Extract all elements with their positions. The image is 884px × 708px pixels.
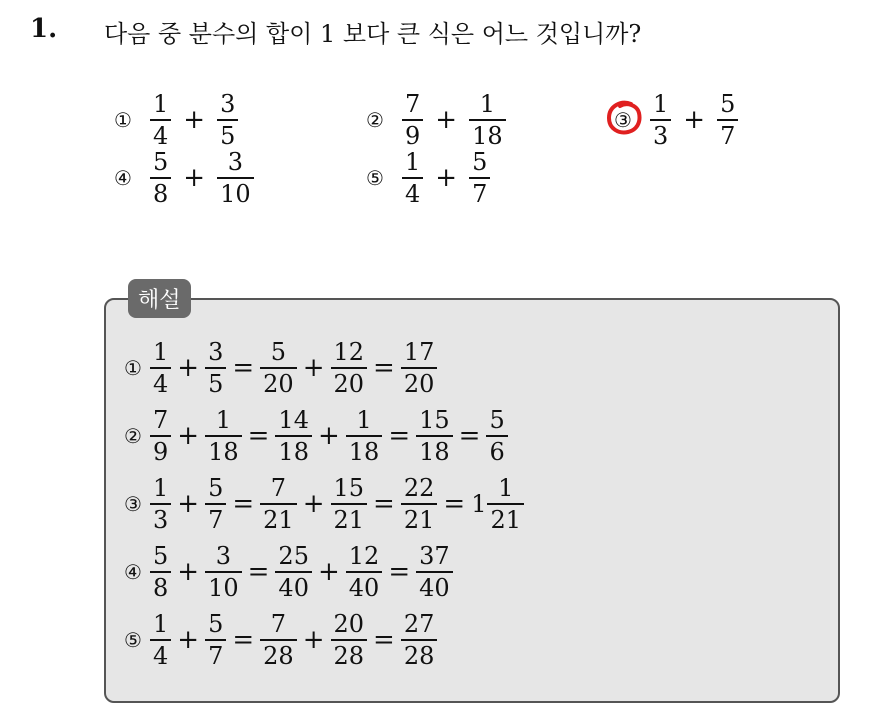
plus-sign: + bbox=[435, 163, 458, 193]
plus-sign: + bbox=[435, 105, 458, 135]
fraction: $\frac{5}{20}$ bbox=[260, 340, 297, 396]
plus-sign: + bbox=[683, 105, 706, 135]
fraction: $\frac{1}{18}$ bbox=[469, 92, 506, 148]
fraction: $\frac{1}{4}$ bbox=[150, 612, 171, 668]
plus-sign: + bbox=[183, 105, 206, 135]
fraction: $\frac{7}{9}$ bbox=[402, 92, 423, 148]
fraction: $\frac{1}{4}$ bbox=[402, 150, 423, 206]
plus-sign: + bbox=[317, 421, 340, 451]
fraction: $\frac{5}{7}$ bbox=[717, 92, 738, 148]
plus-sign: + bbox=[302, 353, 325, 383]
fraction: $\frac{1}{3}$ bbox=[150, 476, 171, 532]
choice-marker: ④ bbox=[114, 166, 132, 190]
line-marker: ⑤ bbox=[124, 628, 142, 652]
question-number: 1. bbox=[30, 14, 58, 44]
choice-3[interactable] bbox=[610, 92, 738, 148]
plus-sign: + bbox=[177, 557, 200, 587]
equals-sign: = bbox=[373, 625, 395, 655]
plus-sign: + bbox=[177, 421, 200, 451]
fraction: $\frac{1}{4}$ bbox=[150, 340, 171, 396]
fraction: $\frac{5}{7}$ bbox=[205, 476, 226, 532]
mixed-number: 1 $\frac{1}{21}$ bbox=[471, 476, 524, 532]
fraction: $\frac{1}{18}$ bbox=[205, 408, 242, 464]
fraction: $\frac{5}{8}$ bbox=[150, 150, 171, 206]
fraction: $\frac{25}{40}$ bbox=[275, 544, 312, 600]
fraction: $\frac{1}{18}$ bbox=[346, 408, 383, 464]
fraction: $\frac{7}{21}$ bbox=[260, 476, 297, 532]
choice-1[interactable] bbox=[110, 92, 238, 148]
fraction: $\frac{14}{18}$ bbox=[275, 408, 312, 464]
fraction: $\frac{12}{20}$ bbox=[331, 340, 368, 396]
fraction: $\frac{20}{28}$ bbox=[331, 612, 368, 668]
fraction: $\frac{5}{7}$ bbox=[469, 150, 490, 206]
explanation-label: 해설 bbox=[128, 279, 191, 318]
explanation-line-3 bbox=[120, 476, 524, 532]
plus-sign: + bbox=[177, 489, 200, 519]
equals-sign: = bbox=[388, 421, 411, 451]
explanation-line-2 bbox=[120, 408, 508, 464]
fraction: $\frac{27}{28}$ bbox=[401, 612, 438, 668]
choice-marker: ⑤ bbox=[366, 166, 384, 190]
line-marker: ④ bbox=[124, 560, 142, 584]
line-marker: ① bbox=[124, 356, 142, 380]
fraction: $\frac{5}{6}$ bbox=[486, 408, 507, 464]
line-marker: ③ bbox=[124, 492, 142, 516]
plus-sign: + bbox=[183, 163, 206, 193]
fraction: $\frac{22}{21}$ bbox=[401, 476, 438, 532]
fraction: $\frac{3}{5}$ bbox=[217, 92, 238, 148]
equals-sign: = bbox=[247, 557, 270, 587]
plus-sign: + bbox=[177, 353, 200, 383]
equals-sign: = bbox=[232, 353, 255, 383]
choice-2[interactable] bbox=[362, 92, 506, 148]
line-marker: ② bbox=[124, 424, 142, 448]
equals-sign: = bbox=[247, 421, 270, 451]
fraction: $\frac{12}{40}$ bbox=[346, 544, 383, 600]
equals-sign: = bbox=[458, 421, 481, 451]
plus-sign: + bbox=[317, 557, 340, 587]
choice-marker: ② bbox=[366, 108, 384, 132]
plus-sign: + bbox=[177, 625, 200, 655]
plus-sign: + bbox=[302, 625, 325, 655]
explanation-line-5 bbox=[120, 612, 437, 668]
fraction: $\frac{7}{28}$ bbox=[260, 612, 297, 668]
equals-sign: = bbox=[232, 625, 255, 655]
equals-sign: = bbox=[443, 489, 466, 519]
explanation-line-4 bbox=[120, 544, 453, 600]
equals-sign: = bbox=[232, 489, 255, 519]
fraction: $\frac{7}{9}$ bbox=[150, 408, 171, 464]
fraction: $\frac{15}{21}$ bbox=[331, 476, 368, 532]
equals-sign: = bbox=[373, 353, 395, 383]
fraction: $\frac{3}{10}$ bbox=[205, 544, 242, 600]
explanation-line-1 bbox=[120, 340, 437, 396]
fraction: $\frac{37}{40}$ bbox=[416, 544, 453, 600]
fraction: $\frac{3}{10}$ bbox=[217, 150, 254, 206]
fraction: $\frac{1}{4}$ bbox=[150, 92, 171, 148]
fraction: $\frac{5}{7}$ bbox=[205, 612, 226, 668]
plus-sign: + bbox=[302, 489, 325, 519]
choice-4[interactable] bbox=[110, 150, 254, 206]
fraction: $\frac{15}{18}$ bbox=[416, 408, 453, 464]
choice-5[interactable] bbox=[362, 150, 490, 206]
equals-sign: = bbox=[373, 489, 395, 519]
question-text: 다음 중 분수의 합이 1 보다 큰 식은 어느 것입니까? bbox=[104, 20, 642, 48]
choice-marker: ③ bbox=[610, 108, 636, 132]
fraction: $\frac{5}{8}$ bbox=[150, 544, 171, 600]
fraction: $\frac{17}{20}$ bbox=[401, 340, 438, 396]
fraction: $\frac{3}{5}$ bbox=[205, 340, 226, 396]
fraction: $\frac{1}{3}$ bbox=[650, 92, 671, 148]
equals-sign: = bbox=[388, 557, 411, 587]
choice-marker: ① bbox=[114, 108, 132, 132]
